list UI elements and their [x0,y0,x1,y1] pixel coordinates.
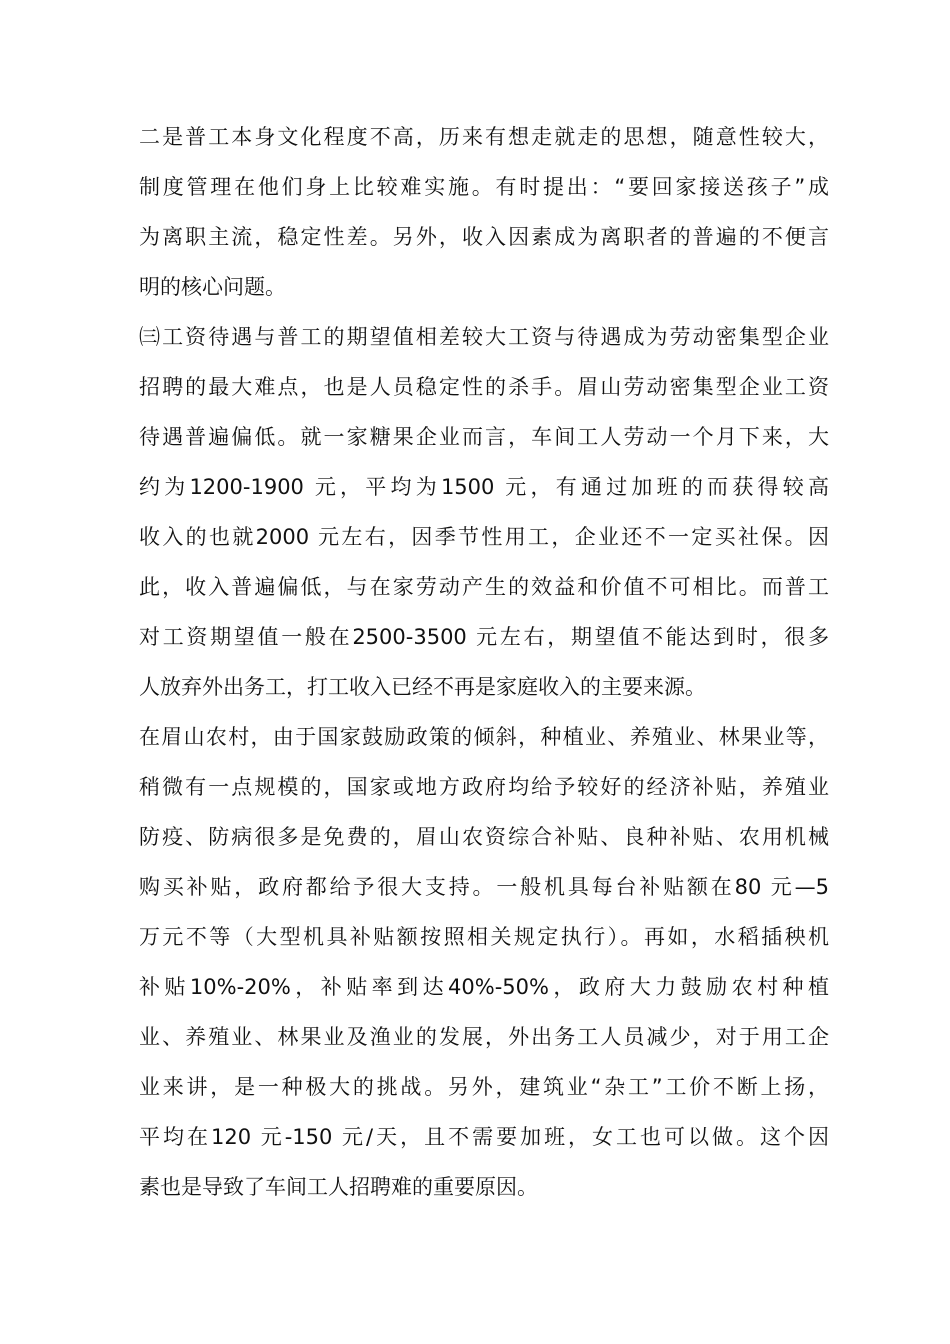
text-line: 业、养殖业、林果业及渔业的发展，外出务工人员减少，对于用工企 [139,1025,829,1049]
text-line: 为离职主流，稳定性差。另外，收入因素成为离职者的普遍的不便言 [139,225,829,249]
text-line: 二是普工本身文化程度不高，历来有想走就走的思想，随意性较大， [139,125,829,149]
text-line: 收入的也就2000 元左右，因季节性用工，企业还不一定买社保。因 [139,525,829,549]
text-line: 稍微有一点规模的，国家或地方政府均给予较好的经济补贴，养殖业 [139,775,829,799]
text-line: 制度管理在他们身上比较难实施。有时提出：“要回家接送孩子”成 [139,175,829,199]
text-line: 防疫、防病很多是免费的，眉山农资综合补贴、良种补贴、农用机械 [139,825,829,849]
text-line: ㈢工资待遇与普工的期望值相差较大工资与待遇成为劳动密集型企业 [139,325,829,349]
text-line: 在眉山农村，由于国家鼓励政策的倾斜，种植业、养殖业、林果业等， [139,725,829,749]
text-line: 明的核心问题。 [139,275,286,299]
text-line: 此，收入普遍偏低，与在家劳动产生的效益和价值不可相比。而普工 [139,575,829,599]
text-line: 人放弃外出务工，打工收入已经不再是家庭收入的主要来源。 [139,675,706,699]
text-line: 待遇普遍偏低。就一家糖果企业而言，车间工人劳动一个月下来，大 [139,425,829,449]
text-line: 平均在120 元-150 元/天，且不需要加班，女工也可以做。这个因 [139,1125,829,1149]
text-line: 素也是导致了车间工人招聘难的重要原因。 [139,1175,538,1199]
text-line: 约为1200-1900 元，平均为1500 元，有通过加班的而获得较高 [139,475,829,499]
text-line: 对工资期望值一般在2500-3500 元左右，期望值不能达到时，很多 [139,625,829,649]
text-line: 购买补贴，政府都给予很大支持。一般机具每台补贴额在80 元—5 [139,875,829,899]
text-line: 补贴10%-20%，补贴率到达40%-50%，政府大力鼓励农村种植 [139,975,829,999]
document-body [139,112,829,1212]
text-line: 业来讲，是一种极大的挑战。另外，建筑业“杂工”工价不断上扬， [139,1075,829,1099]
text-line: 招聘的最大难点，也是人员稳定性的杀手。眉山劳动密集型企业工资 [139,375,829,399]
text-line: 万元不等（大型机具补贴额按照相关规定执行）。再如，水稻插秧机 [139,925,829,949]
